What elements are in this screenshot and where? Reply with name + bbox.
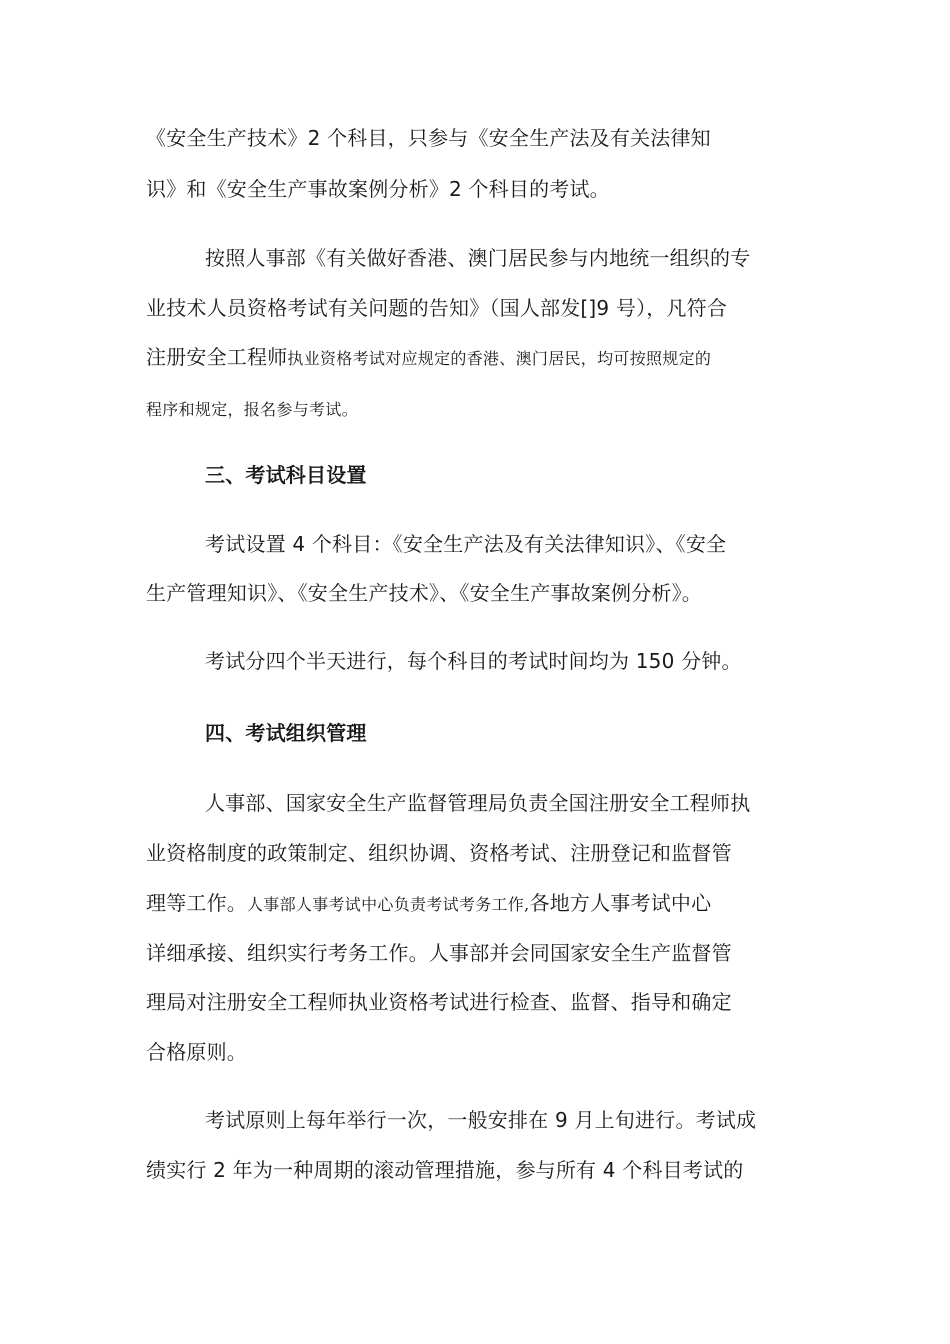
paragraph-5-line-5: 理局对注册安全工程师执业资格考试进行检查、监督、指导和确定 [146, 990, 732, 1014]
paragraph-5-line-6: 合格原则。 [146, 1040, 247, 1064]
paragraph-5-line-3 [146, 889, 711, 919]
paragraph-1-line-1: 《安全生产技术》2 个科目，只参与《安全生产法及有关法律知 [146, 126, 711, 150]
paragraph-4-line-1: 考试分四个半天进行，每个科目的考试时间均为 150 分钟。 [205, 649, 742, 673]
paragraph-5-line-2: 业资格制度的政策制定、组织协调、资格考试、注册登记和监督管 [146, 841, 732, 865]
paragraph-2-line-4: 程序和规定，报名参与考试。 [146, 400, 358, 419]
paragraph-5-line-3-part-2: 人事部人事考试中心负责考试考务工作, [247, 895, 530, 914]
paragraph-1-line-2: 识》和《安全生产事故案例分析》2 个科目的考试。 [146, 177, 610, 201]
paragraph-5-line-4: 详细承接、组织实行考务工作。人事部并会同国家安全生产监督管 [146, 941, 732, 965]
paragraph-6-line-1: 考试原则上每年举行一次，一般安排在 9 月上旬进行。考试成 [205, 1108, 757, 1132]
section-heading-3: 三、考试科目设置 [205, 463, 367, 487]
paragraph-5-line-3-part-3: 各地方人事考试中心 [529, 891, 712, 915]
paragraph-2-line-1: 按照人事部《有关做好香港、澳门居民参与内地统一组织的专 [205, 246, 751, 270]
paragraph-2-line-3-part-1: 注册安全工程师 [146, 345, 288, 369]
paragraph-2-line-3 [146, 343, 711, 373]
paragraph-2-line-2: 业技术人员资格考试有关问题的告知》（国人部发[]9 号），凡符合 [146, 296, 728, 320]
paragraph-2-line-3-part-2: 执业资格考试对应规定的香港、澳门居民，均可按照规定的 [287, 349, 712, 368]
paragraph-5-line-1: 人事部、国家安全生产监督管理局负责全国注册安全工程师执 [205, 791, 751, 815]
paragraph-3-line-2: 生产管理知识》、《安全生产技术》、《安全生产事故案例分析》。 [146, 581, 702, 605]
section-heading-4: 四、考试组织管理 [205, 721, 367, 745]
paragraph-5-line-3-part-1: 理等工作。 [146, 891, 247, 915]
paragraph-3-line-1: 考试设置 4 个科目：《安全生产法及有关法律知识》、《安全 [205, 532, 727, 556]
paragraph-6-line-2: 绩实行 2 年为一种周期的滚动管理措施，参与所有 4 个科目考试的 [146, 1158, 744, 1182]
